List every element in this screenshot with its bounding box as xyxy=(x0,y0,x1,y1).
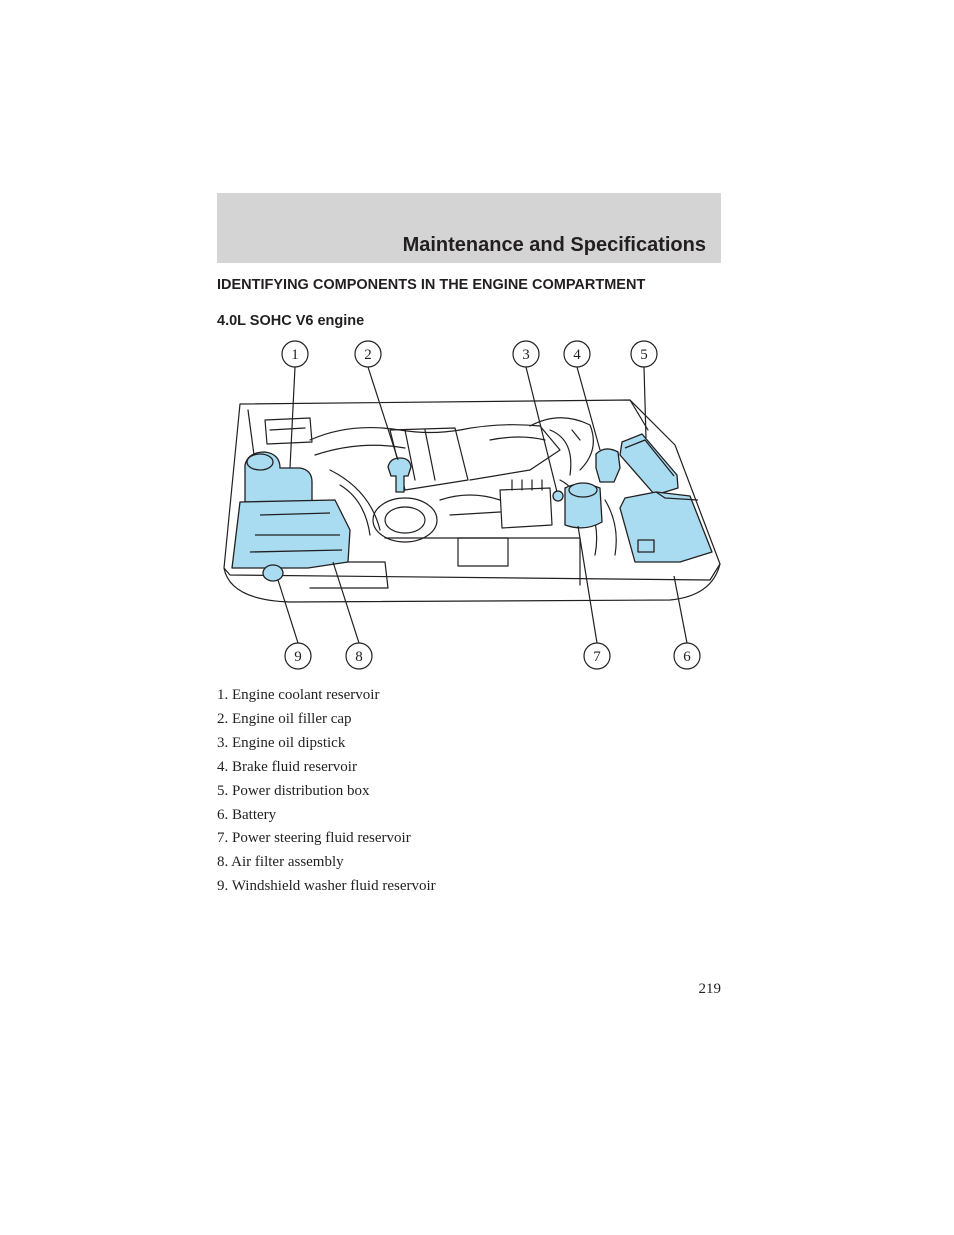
power-distribution-box-shape xyxy=(620,434,678,495)
dipstick-handle xyxy=(553,491,563,501)
legend-item: 7. Power steering fluid reservoir xyxy=(217,830,411,847)
callout-label-8: 8 xyxy=(355,649,363,665)
legend-item: 6. Battery xyxy=(217,806,277,823)
brake-reservoir-shape xyxy=(596,449,620,482)
callout-label-4: 4 xyxy=(573,347,581,363)
callout-label-5: 5 xyxy=(640,347,648,363)
component-legend xyxy=(217,684,436,899)
legend-item: 8. Air filter assembly xyxy=(217,854,344,871)
page-number: 219 xyxy=(698,981,721,997)
legend-item: 1. Engine coolant reservoir xyxy=(217,687,380,703)
air-filter-shape xyxy=(232,500,350,568)
callout-label-9: 9 xyxy=(294,649,302,665)
washer-reservoir-cap xyxy=(263,565,283,581)
page-header-title: Maintenance and Specifications xyxy=(402,234,706,256)
header-band xyxy=(217,193,721,263)
callout-label-7: 7 xyxy=(593,649,601,665)
callout-label-6: 6 xyxy=(683,649,691,665)
front-bumper-line xyxy=(224,564,720,602)
legend-item: 4. Brake fluid reservoir xyxy=(217,758,357,775)
engine-subheading: 4.0L SOHC V6 engine xyxy=(217,313,365,329)
engine-compartment-diagram xyxy=(200,330,740,675)
callout-label-3: 3 xyxy=(522,347,530,363)
section-heading: IDENTIFYING COMPONENTS IN THE ENGINE COMPARTMENT xyxy=(217,277,646,293)
legend-item: 3. Engine oil dipstick xyxy=(217,734,346,751)
legend-item: 2. Engine oil filler cap xyxy=(217,710,352,727)
legend-item: 5. Power distribution box xyxy=(217,782,370,799)
oil-filler-cap-shape xyxy=(388,458,411,492)
callout-label-1: 1 xyxy=(291,347,299,363)
callout-label-2: 2 xyxy=(364,347,372,363)
battery-shape xyxy=(620,492,712,562)
legend-item: 9. Windshield washer fluid reservoir xyxy=(217,878,436,895)
